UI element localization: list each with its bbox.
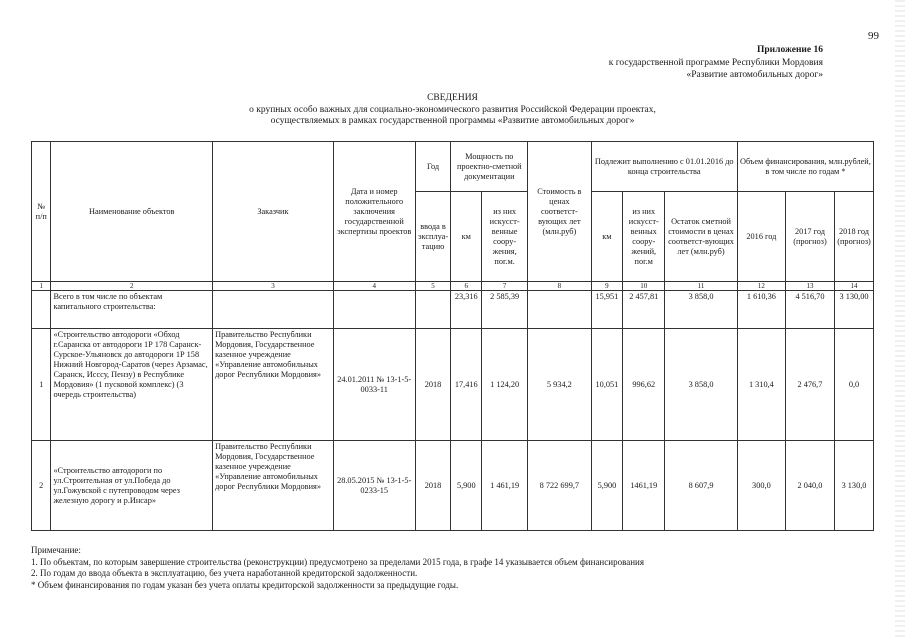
column-number: 4	[333, 282, 415, 291]
column-number: 7	[482, 282, 528, 291]
header-remaining-art: из них искусст-венных соору-жений, пог.м	[623, 192, 665, 282]
row-funding-2018: 3 130,0	[835, 441, 874, 531]
appendix-line-1: к государственной программе Республики Мордовия	[608, 57, 823, 68]
appendix-title: Приложение 16	[756, 45, 823, 55]
header-remaining-km: км	[591, 192, 623, 282]
document-title: СВЕДЕНИЯ	[427, 93, 478, 103]
table-row	[32, 329, 874, 441]
row-funding-2017: 2 040,0	[785, 441, 834, 531]
total-capacity-art: 2 585,39	[482, 291, 528, 329]
table-row	[32, 441, 874, 531]
document-heading	[30, 93, 875, 128]
header-capacity-km: км	[451, 192, 482, 282]
row-customer: Правительство Республики Мордовия, Государственное казенное учреждение «Управление автомобильных дорог Республики Мордовия»	[213, 441, 334, 531]
total-customer	[213, 291, 334, 329]
column-number: 5	[415, 282, 451, 291]
header-year-group: Год	[415, 142, 451, 192]
total-cost	[528, 291, 591, 329]
header-customer: Заказчик	[213, 142, 334, 282]
column-number-row	[32, 282, 874, 291]
row-funding-2016: 1 310,4	[737, 329, 785, 441]
header-remaining-group: Подлежит выполнению с 01.01.2016 до конца строительства	[591, 142, 737, 192]
row-capacity-km: 5,900	[451, 441, 482, 531]
appendix-header	[609, 44, 823, 82]
column-number: 2	[51, 282, 213, 291]
column-number: 3	[213, 282, 334, 291]
row-capacity-art: 1 124,20	[482, 329, 528, 441]
header-capacity-group: Мощность по проектно-сметной документации	[451, 142, 528, 192]
total-num	[32, 291, 51, 329]
row-funding-2017: 2 476,7	[785, 329, 834, 441]
row-funding-2016: 300,0	[737, 441, 785, 531]
total-capacity-km: 23,316	[451, 291, 482, 329]
row-remaining-art: 1461,19	[623, 441, 665, 531]
total-funding-2016: 1 610,36	[737, 291, 785, 329]
row-cost: 5 934,2	[528, 329, 591, 441]
notes-section	[31, 545, 644, 591]
row-remaining-cost: 3 858,0	[665, 329, 738, 441]
row-year: 2018	[415, 329, 451, 441]
projects-table	[31, 141, 874, 531]
column-number: 11	[665, 282, 738, 291]
row-remaining-km: 5,900	[591, 441, 623, 531]
total-year	[415, 291, 451, 329]
column-number: 13	[785, 282, 834, 291]
column-number: 12	[737, 282, 785, 291]
header-cost: Стоимость в ценах соответст-вующих лет (млн.руб)	[528, 142, 591, 282]
header-funding-group: Объем финансирования, млн.рублей, в том числе по годам *	[737, 142, 873, 192]
document-subtitle-2: осуществляемых в рамках государственной программы «Развитие автомобильных дорог»	[270, 116, 635, 126]
scan-edge-artifact	[895, 0, 905, 640]
row-name: «Строительство автодороги «Обход г.Саранска от автодороги 1Р 178 Саранск-Сурское-Ульяновск до автодороги 1Р 158 Нижний Новгород-Саратов (через Арзамас, Саранск, Исссу, Пензу) в Республике Мордовия» (1 пусковой комплекс) (3 очередь строительства)	[51, 329, 213, 441]
row-remaining-km: 10,051	[591, 329, 623, 441]
total-funding-2018: 3 130,00	[835, 291, 874, 329]
total-row	[32, 291, 874, 329]
row-capacity-km: 17,416	[451, 329, 482, 441]
column-number: 14	[835, 282, 874, 291]
column-number: 1	[32, 282, 51, 291]
column-number: 6	[451, 282, 482, 291]
total-funding-2017: 4 516,70	[785, 291, 834, 329]
total-remaining-art: 2 457,81	[623, 291, 665, 329]
total-remaining-km: 15,951	[591, 291, 623, 329]
total-expertise	[333, 291, 415, 329]
header-name: Наименование объектов	[51, 142, 213, 282]
page-number: 99	[868, 30, 879, 42]
header-funding-2016: 2016 год	[737, 192, 785, 282]
row-customer: Правительство Республики Мордовия, Государственное казенное учреждение «Управление автомобильных дорог Республики Мордовия»	[213, 329, 334, 441]
row-expertise: 24.01.2011 № 13-1-5-0033-11	[333, 329, 415, 441]
row-remaining-cost: 8 607,9	[665, 441, 738, 531]
row-capacity-art: 1 461,19	[482, 441, 528, 531]
notes-title: Примечание:	[31, 545, 81, 555]
header-year-commission: ввода в эксплуа-тацию	[415, 192, 451, 282]
header-remaining-cost: Остаток сметной стоимости в ценах соответст-вующих лет (млн.руб)	[665, 192, 738, 282]
note-item: * Объем финансирования по годам указан без учета оплаты кредиторской задолженности за предыдущие годы.	[31, 579, 459, 590]
header-num: № п/п	[32, 142, 51, 282]
header-row-1	[32, 142, 874, 192]
appendix-line-2: «Развитие автомобильных дорог»	[686, 70, 823, 80]
note-item: 1. По объектам, по которым завершение строительства (реконструкции) предусмотрено за пределами 2015 года, в графе 14 указывается объем финансирования	[31, 556, 644, 567]
total-name: Всего в том числе по объектам капитального строительства:	[51, 291, 213, 329]
column-number: 10	[623, 282, 665, 291]
row-num: 1	[32, 329, 51, 441]
header-funding-2017: 2017 год (прогноз)	[785, 192, 834, 282]
row-num: 2	[32, 441, 51, 531]
column-number: 9	[591, 282, 623, 291]
total-remaining-cost: 3 858,0	[665, 291, 738, 329]
row-name: «Строительство автодороги по ул.Строительная от ул.Победа до ул.Гожувской с путепроводом через железную дорогу и р.Инсар»	[51, 441, 213, 531]
note-item: 2. По годам до ввода объекта в эксплуатацию, без учета наработанной кредиторской задолженности.	[31, 568, 418, 578]
document-subtitle-1: о крупных особо важных для социально-экономического развития Российской Федерации проектах,	[249, 104, 656, 115]
row-funding-2018: 0,0	[835, 329, 874, 441]
header-capacity-art: из них искусст-венные соору-жения, пог.м.	[482, 192, 528, 282]
column-number: 8	[528, 282, 591, 291]
header-expertise: Дата и номер положительного заключения государственной экспертизы проектов	[333, 142, 415, 282]
header-funding-2018: 2018 год (прогноз)	[835, 192, 874, 282]
row-remaining-art: 996,62	[623, 329, 665, 441]
row-cost: 8 722 699,7	[528, 441, 591, 531]
row-year: 2018	[415, 441, 451, 531]
row-expertise: 28.05.2015 № 13-1-5-0233-15	[333, 441, 415, 531]
